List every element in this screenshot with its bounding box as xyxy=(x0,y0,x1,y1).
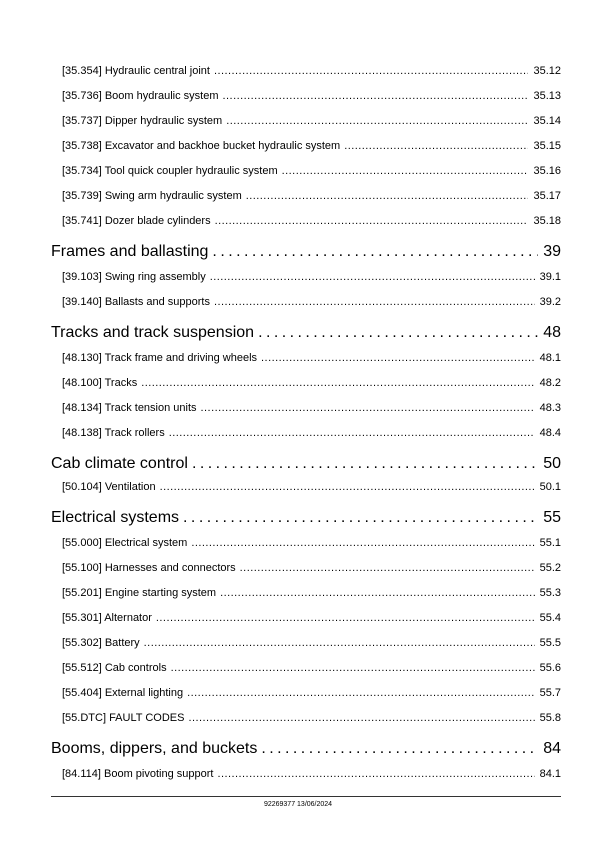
toc-entry-title: [55.302] Battery xyxy=(62,637,140,649)
toc-entry-title: [48.100] Tracks xyxy=(62,377,138,389)
toc-section-row[interactable] xyxy=(51,508,561,528)
toc-entry-title: [55.512] Cab controls xyxy=(62,662,167,674)
toc-dot-leader xyxy=(240,561,535,575)
toc-dot-leader xyxy=(188,711,534,725)
toc-entry-row[interactable] xyxy=(62,561,561,575)
toc-entry-title: [35.739] Swing arm hydraulic system xyxy=(62,190,242,202)
toc-entry-row[interactable] xyxy=(62,767,561,781)
toc-dot-leader xyxy=(217,767,534,781)
toc-entry-title: [35.741] Dozer blade cylinders xyxy=(62,215,211,227)
toc-page-number: 35.13 xyxy=(533,90,561,102)
toc-entry-row[interactable] xyxy=(62,214,561,228)
toc-page-number: 50.1 xyxy=(539,481,561,493)
toc-entry-row[interactable] xyxy=(62,401,561,415)
toc-page-number: 48 xyxy=(543,324,561,341)
toc-entry-row[interactable] xyxy=(62,661,561,675)
toc-page-number: 55.4 xyxy=(539,612,561,624)
toc-page-number: 48.2 xyxy=(539,377,561,389)
toc-entry-title: [55.301] Alternator xyxy=(62,612,152,624)
toc-dot-leader xyxy=(156,611,535,625)
toc-entry-title: [35.734] Tool quick coupler hydraulic system xyxy=(62,165,278,177)
toc-dot-leader xyxy=(344,139,528,153)
toc-entry-title: [48.134] Track tension units xyxy=(62,402,197,414)
toc-section-title: Cab climate control xyxy=(51,455,188,472)
footer-doc-id: 92269377 13/06/2024 xyxy=(263,801,333,808)
toc-dot-leader xyxy=(192,454,538,474)
toc-entry-title: [39.103] Swing ring assembly xyxy=(62,271,206,283)
toc-dot-leader xyxy=(220,586,534,600)
toc-entry-row[interactable] xyxy=(62,139,561,153)
toc-entry-row[interactable] xyxy=(62,114,561,128)
toc-entry-title: [55.DTC] FAULT CODES xyxy=(62,712,185,724)
toc-entry-title: [48.130] Track frame and driving wheels xyxy=(62,352,258,364)
toc-section-row[interactable] xyxy=(51,739,561,759)
toc-entry-title: [35.737] Dipper hydraulic system xyxy=(62,115,223,127)
toc-dot-leader xyxy=(246,189,529,203)
toc-dot-leader xyxy=(169,426,535,440)
toc-page-number: 48.1 xyxy=(539,352,561,364)
toc-page-number: 50 xyxy=(543,455,561,472)
toc-dot-leader xyxy=(183,508,538,528)
toc-entry-row[interactable] xyxy=(62,686,561,700)
toc-dot-leader xyxy=(191,536,534,550)
toc-page-number: 48.3 xyxy=(539,402,561,414)
toc-entry-title: [55.000] Electrical system xyxy=(62,537,188,549)
toc-section-row[interactable] xyxy=(51,454,561,474)
toc-entry-title: [35.736] Boom hydraulic system xyxy=(62,90,219,102)
footer-divider xyxy=(51,796,561,797)
toc-dot-leader xyxy=(226,114,528,128)
toc-page-number: 35.12 xyxy=(533,65,561,77)
toc-page-number: 35.14 xyxy=(533,115,561,127)
toc-page-number: 55.6 xyxy=(539,662,561,674)
toc-page-number: 55.1 xyxy=(539,537,561,549)
toc-section-title: Tracks and track suspension xyxy=(51,324,255,341)
toc-section-title: Frames and ballasting xyxy=(51,243,209,260)
toc-dot-leader xyxy=(144,636,535,650)
toc-entry-title: [55.201] Engine starting system xyxy=(62,587,217,599)
toc-entry-row[interactable] xyxy=(62,351,561,365)
toc-page-number: 55.7 xyxy=(539,687,561,699)
toc-page-number: 84.1 xyxy=(539,768,561,780)
toc-entry-row[interactable] xyxy=(62,164,561,178)
toc-dot-leader xyxy=(141,376,534,390)
toc-page-number: 35.16 xyxy=(533,165,561,177)
toc-entry-row[interactable] xyxy=(62,376,561,390)
toc-entry-row[interactable] xyxy=(62,536,561,550)
toc-page-number: 35.17 xyxy=(533,190,561,202)
toc-entry-title: [35.354] Hydraulic central joint xyxy=(62,65,210,77)
toc-dot-leader xyxy=(258,323,538,343)
toc-dot-leader xyxy=(187,686,534,700)
toc-entry-row[interactable] xyxy=(62,480,561,494)
toc-entry-row[interactable] xyxy=(62,270,561,284)
toc-page-number: 48.4 xyxy=(539,427,561,439)
toc-section-title: Booms, dippers, and buckets xyxy=(51,740,258,757)
toc-entry-title: [48.138] Track rollers xyxy=(62,427,165,439)
toc-section-row[interactable] xyxy=(51,323,561,343)
toc-section-title: Electrical systems xyxy=(51,509,180,526)
toc-entry-row[interactable] xyxy=(62,189,561,203)
toc-entry-row[interactable] xyxy=(62,295,561,309)
toc-dot-leader xyxy=(171,661,535,675)
toc-dot-leader xyxy=(261,739,538,759)
toc-page-number: 55.5 xyxy=(539,637,561,649)
toc-entry-row[interactable] xyxy=(62,636,561,650)
toc-section-row[interactable] xyxy=(51,242,561,262)
toc-page-number: 39.1 xyxy=(539,271,561,283)
toc-entry-title: [50.104] Ventilation xyxy=(62,481,156,493)
toc-entry-row[interactable] xyxy=(62,64,561,78)
toc-page-number: 35.15 xyxy=(533,140,561,152)
toc-entry-title: [35.738] Excavator and backhoe bucket hydraulic system xyxy=(62,140,341,152)
toc-dot-leader xyxy=(210,270,535,284)
toc-page-number: 39 xyxy=(543,243,561,260)
toc-page-number: 35.18 xyxy=(533,215,561,227)
toc-entry-title: [84.114] Boom pivoting support xyxy=(62,768,214,780)
toc-entry-row[interactable] xyxy=(62,89,561,103)
toc-entry-row[interactable] xyxy=(62,586,561,600)
toc-dot-leader xyxy=(201,401,535,415)
toc-page-number: 55.3 xyxy=(539,587,561,599)
toc-entry-title: [39.140] Ballasts and supports xyxy=(62,296,210,308)
toc-dot-leader xyxy=(214,295,535,309)
toc-page-number: 55 xyxy=(543,509,561,526)
toc-entry-row[interactable] xyxy=(62,711,561,725)
toc-dot-leader xyxy=(212,242,538,262)
toc-page-number: 84 xyxy=(543,740,561,757)
toc-dot-leader xyxy=(223,89,529,103)
toc-dot-leader xyxy=(215,214,529,228)
toc-entry-row[interactable] xyxy=(62,426,561,440)
toc-page-number: 55.2 xyxy=(539,562,561,574)
toc-dot-leader xyxy=(261,351,535,365)
toc-dot-leader xyxy=(282,164,529,178)
toc-dot-leader xyxy=(214,64,529,78)
toc-dot-leader xyxy=(160,480,535,494)
toc-entry-title: [55.404] External lighting xyxy=(62,687,184,699)
toc-page-number: 55.8 xyxy=(539,712,561,724)
toc-entry-row[interactable] xyxy=(62,611,561,625)
toc-entry-title: [55.100] Harnesses and connectors xyxy=(62,562,236,574)
toc-page-number: 39.2 xyxy=(539,296,561,308)
